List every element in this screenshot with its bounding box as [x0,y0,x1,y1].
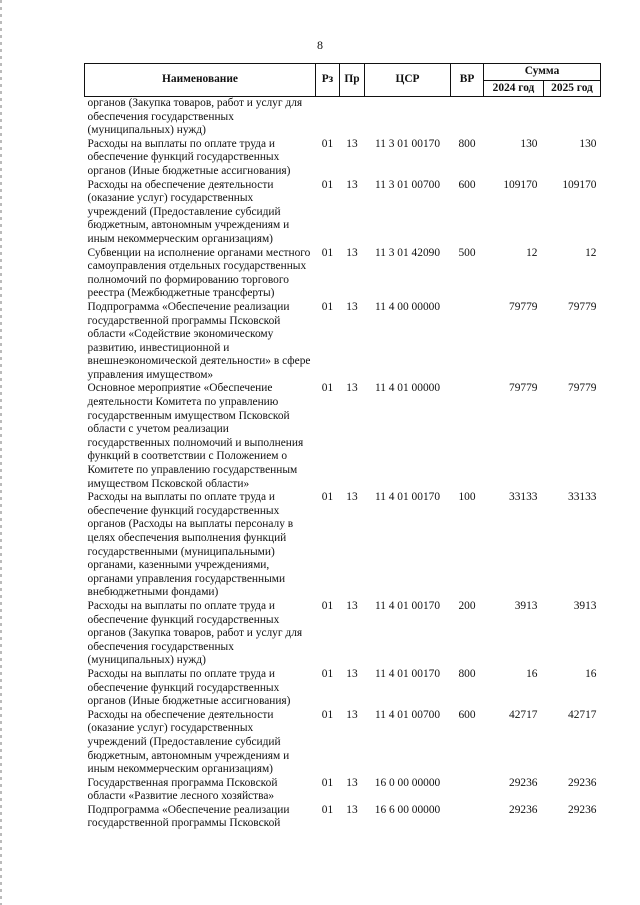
cell-vr [451,777,484,804]
cell-csr: 16 6 00 00000 [374,803,441,816]
cell-y2025: 109170 [562,178,597,191]
scan-edge [0,0,2,905]
cell-name: Подпрограмма «Обеспечение реализации государственной программы Псковской [87,803,290,830]
cell-rz: 01 [321,246,334,259]
cell-vr [451,804,484,831]
table-row [85,777,601,804]
cell-y2024: 29236 [509,776,538,789]
cell-pr: 13 [346,137,358,150]
cell-csr [365,97,451,138]
cell-pr: 13 [346,803,358,816]
header-name: Наименование [85,64,316,97]
cell-name: органов (Закупка товаров, работ и услуг для обеспечения государственных (муниципальных) нужд) [87,97,303,137]
table-row [85,179,601,247]
header-pr: Пр [340,64,365,97]
cell-vr [451,382,484,491]
cell-vr: 200 [458,599,476,612]
header-rz: Рз [316,64,340,97]
cell-y2024 [484,97,544,138]
header-sum: Сумма [484,64,601,81]
cell-csr: 11 4 01 00170 [374,599,441,612]
cell-y2025: 12 [585,246,597,259]
cell-pr: 13 [346,667,358,680]
cell-csr: 11 4 01 00170 [374,667,441,680]
table-row [85,301,601,383]
cell-rz: 01 [321,803,334,816]
cell-pr: 13 [346,300,358,313]
cell-rz: 01 [321,708,334,721]
table-row [85,600,601,668]
cell-name: Расходы на выплаты по оплате труда и обеспечение функций государственных органов (Расходы на выплаты персоналу в целях обеспечения выполнения функций государственными (муниципальными) органами, казенными учреждениями, органами управления государственными внебюджетными фондами) [87,491,294,599]
table-body [85,97,601,832]
cell-pr: 13 [346,776,358,789]
cell-y2025 [544,97,601,138]
header-year-2025: 2025 год [544,81,601,97]
cell-pr: 13 [346,382,358,395]
cell-rz: 01 [321,178,334,191]
cell-y2024: 33133 [509,491,538,504]
cell-csr: 11 4 01 00000 [374,382,441,395]
cell-csr: 11 3 01 00170 [374,137,441,150]
cell-name: Государственная программа Псковской области «Развитие лесного хозяйства» [87,776,278,803]
cell-name: Расходы на выплаты по оплате труда и обеспечение функций государственных органов (Иные бюджетные ассигнования) [87,667,291,708]
cell-csr: 11 3 01 42090 [374,246,441,259]
cell-name: Основное мероприятие «Обеспечение деятельности Комитета по управлению государственным имуществом Псковской области с учетом реализации государственных полномочий и выполнения функций в соответствии с Положением о Комитете по управлению государственным имуществом Псковской области» [87,382,304,490]
cell-y2025: 29236 [568,776,597,789]
cell-rz: 01 [321,137,334,150]
cell-rz: 01 [321,382,334,395]
cell-rz: 01 [321,667,334,680]
cell-y2025: 79779 [568,300,597,313]
cell-vr: 500 [458,246,476,259]
cell-y2025: 16 [585,667,597,680]
cell-rz: 01 [321,776,334,789]
cell-y2024: 130 [520,137,538,150]
table-row [85,709,601,777]
cell-rz [316,97,340,138]
cell-pr: 13 [346,708,358,721]
cell-rz: 01 [321,599,334,612]
cell-y2024: 79779 [509,300,538,313]
cell-rz: 01 [321,491,334,504]
cell-y2024: 12 [526,246,538,259]
table-row [85,382,601,491]
cell-csr: 11 3 01 00700 [374,178,441,191]
cell-vr: 600 [458,178,476,191]
cell-y2024: 109170 [503,178,538,191]
header-year-2024: 2024 год [484,81,544,97]
cell-pr: 13 [346,599,358,612]
cell-pr: 13 [346,491,358,504]
cell-name: Расходы на обеспечение деятельности (оказание услуг) государственных учреждений (Предоставление субсидий бюджетным, автономным учреждениям и иным некоммерческим организациям) [87,708,290,776]
cell-y2025: 3913 [573,599,597,612]
cell-vr: 800 [458,137,476,150]
cell-y2025: 130 [579,137,597,150]
cell-vr [451,97,484,138]
cell-y2025: 33133 [568,491,597,504]
cell-name: Расходы на обеспечение деятельности (оказание услуг) государственных учреждений (Предоставление субсидий бюджетным, автономным учреждениям и иным некоммерческим организациям) [87,178,290,245]
cell-name: Расходы на выплаты по оплате труда и обеспечение функций государственных органов (Иные бюджетные ассигнования) [87,137,291,177]
cell-y2024: 3913 [514,599,538,612]
cell-y2025: 29236 [568,803,597,816]
cell-name: Субвенции на исполнение органами местного самоуправления отдельных государственных полномочий по формированию торгового реестра (Межбюджетные трансферты) [87,246,311,300]
table-row [85,138,601,179]
header-csr: ЦСР [365,64,451,97]
table-row [85,668,601,709]
cell-csr: 11 4 01 00700 [374,708,441,721]
page-number: 8 [317,38,323,52]
cell-name: Расходы на выплаты по оплате труда и обеспечение функций государственных органов (Закупка товаров, работ и услуг для обеспечения государственных (муниципальных) нужд) [87,599,303,667]
table-row [85,97,601,138]
cell-vr [451,301,484,383]
cell-y2024: 79779 [509,382,538,395]
cell-pr [340,97,365,138]
cell-pr: 13 [346,178,358,191]
cell-y2024: 16 [526,667,538,680]
cell-rz: 01 [321,300,334,313]
cell-vr: 600 [458,708,476,721]
cell-y2025: 79779 [568,382,597,395]
cell-y2024: 29236 [509,803,538,816]
cell-pr: 13 [346,246,358,259]
cell-vr: 800 [458,667,476,680]
cell-csr: 11 4 00 00000 [374,300,441,313]
cell-vr: 100 [458,491,476,504]
table-row [85,491,601,600]
cell-csr: 16 0 00 00000 [374,776,441,789]
header-vr: ВР [451,64,484,97]
cell-y2025: 42717 [568,708,597,721]
budget-table [84,63,601,831]
cell-y2024: 42717 [509,708,538,721]
cell-csr: 11 4 01 00170 [374,491,441,504]
table-header [85,64,601,97]
table-row [85,247,601,301]
cell-name: Подпрограмма «Обеспечение реализации государственной программы Псковской области «Содействие экономическому развитию, инвестиционной и внешнеэкономической деятельности» в сфере управления имуществом» [87,300,311,381]
table-row [85,804,601,831]
